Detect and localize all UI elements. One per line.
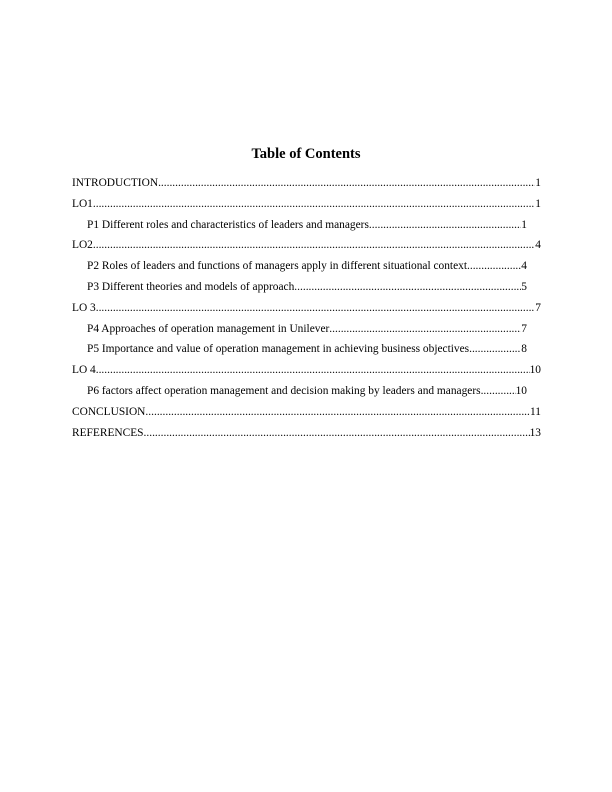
toc-entry-text: P1 Different roles and characteristics of leaders and managers (87, 218, 369, 231)
toc-page-number: 4 (521, 260, 527, 273)
toc-entry-p1[interactable] (72, 215, 527, 236)
toc-entry-references[interactable] (72, 423, 541, 444)
toc-entry-text: INTRODUCTION (72, 177, 159, 189)
toc-page-number: 10 (515, 384, 527, 397)
toc-entry-lo3[interactable] (72, 298, 541, 319)
toc-entry-p5[interactable] (72, 339, 527, 360)
toc-entry-text: LO2 (72, 239, 93, 252)
toc-page-number: 11 (530, 405, 541, 418)
toc-entry-lo1[interactable] (72, 194, 541, 215)
toc-page-number: 10 (529, 364, 541, 377)
toc-dot-leader (467, 256, 521, 277)
toc-entry-text: P2 Roles of leaders and functions of managers apply in different situational context (87, 260, 468, 273)
toc-entry-p6[interactable] (72, 381, 527, 402)
toc-dot-leader (158, 173, 535, 194)
toc-list (72, 173, 541, 443)
toc-dot-leader (145, 402, 530, 423)
toc-entry-text: LO 4 (72, 364, 96, 377)
toc-page-number: 7 (535, 301, 541, 314)
toc-page-number: 8 (521, 343, 527, 356)
toc-entry-text: CONCLUSION (72, 405, 146, 418)
toc-dot-leader (96, 360, 530, 381)
toc-page-number: 5 (521, 280, 527, 293)
toc-entry-p4[interactable] (72, 319, 527, 340)
toc-entry-text: P5 Importance and value of operation management in achieving business objectives (87, 343, 470, 356)
toc-entry-introduction[interactable] (72, 173, 541, 194)
toc-dot-leader (469, 339, 521, 360)
toc-page-number: 1 (535, 177, 541, 189)
toc-page-number: 7 (521, 322, 527, 335)
toc-entry-text: LO 3 (72, 301, 96, 314)
toc-entry-lo4[interactable] (72, 360, 541, 381)
toc-page-number: 4 (535, 239, 541, 252)
toc-entry-text: P3 Different theories and models of approach (87, 280, 295, 293)
toc-title: Table of Contents (251, 146, 361, 162)
toc-dot-leader (93, 194, 535, 215)
toc-entry-conclusion[interactable] (72, 402, 541, 423)
toc-dot-leader (481, 381, 516, 402)
toc-dot-leader (294, 277, 521, 298)
toc-entry-p3[interactable] (72, 277, 527, 298)
toc-entry-p2[interactable] (72, 256, 527, 277)
toc-entry-text: REFERENCES (72, 426, 144, 439)
toc-entry-text: P4 Approaches of operation management in Unilever (87, 322, 330, 335)
toc-page-number: 1 (521, 218, 527, 231)
toc-page-number: 13 (529, 426, 541, 439)
toc-dot-leader (93, 235, 535, 256)
toc-entry-lo2[interactable] (72, 235, 541, 256)
toc-entry-text: LO1 (72, 197, 93, 210)
toc-dot-leader (369, 215, 521, 236)
toc-page-number: 1 (535, 197, 541, 210)
toc-dot-leader (96, 298, 536, 319)
toc-dot-leader (144, 423, 530, 444)
toc-entry-text: P6 factors affect operation management and decision making by leaders and managers (87, 384, 481, 397)
toc-dot-leader (329, 319, 521, 340)
